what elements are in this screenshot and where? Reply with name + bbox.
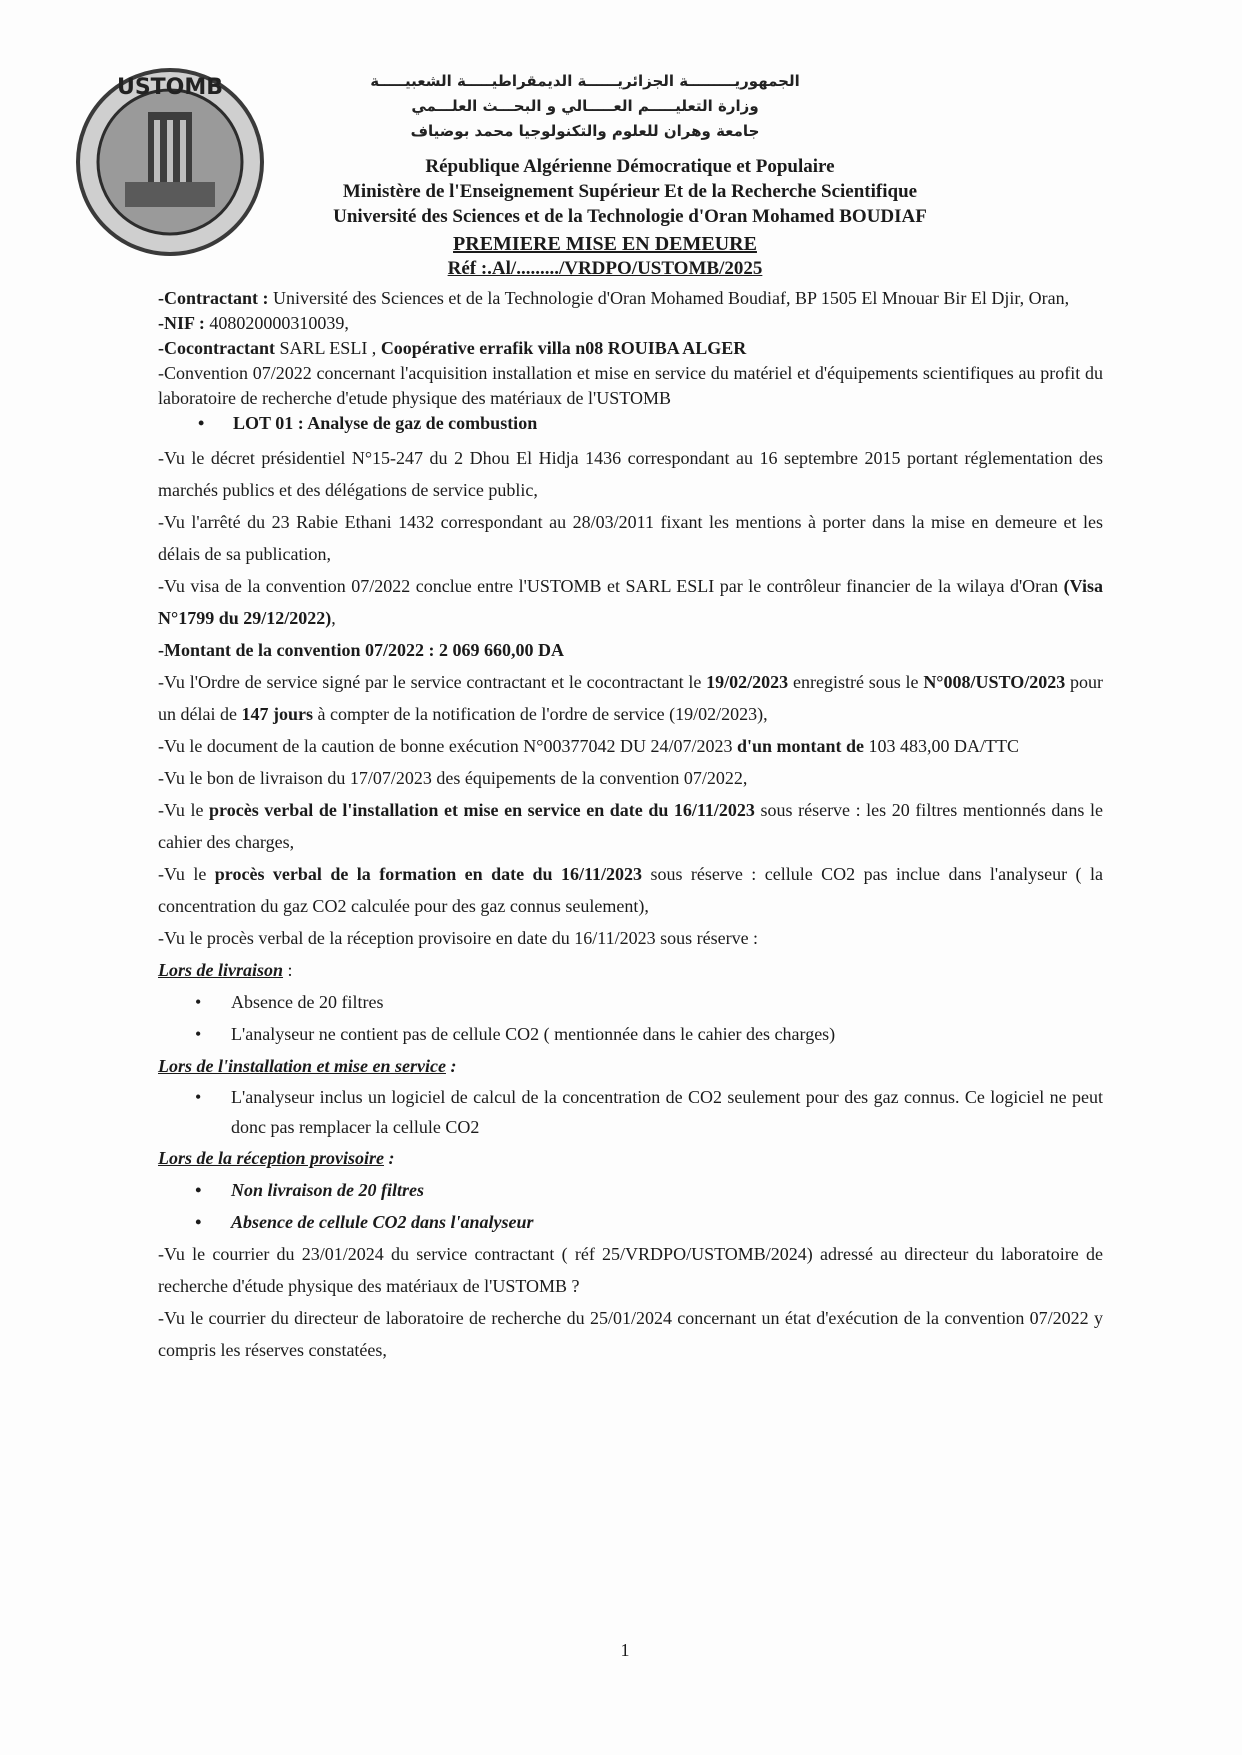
arrete-paragraph: -Vu l'arrêté du 23 Rabie Ethani 1432 correspondant au 28/03/2011 fixant les mentions à porter dans la mise en demeure et les délais de sa publication, [158, 512, 1103, 564]
header-ministry: Ministère de l'Enseignement Supérieur Et de la Recherche Scientifique [342, 181, 918, 202]
nif-text: 408020000310039, [204, 313, 349, 333]
section-installation-colon: : [445, 1056, 457, 1076]
cocontractant-label: -Cocontractant [158, 338, 275, 358]
ordre-text-g: à compter de la notification de l'ordre de service (19/02/2023), [312, 704, 768, 724]
header-republic: République Algérienne Démocratique et Populaire [425, 156, 835, 177]
logo-text: USTOMB [116, 75, 224, 100]
document-reference: Réf :.Al/........./VRDPO/USTOMB/2025 [447, 258, 763, 279]
section-installation [158, 1050, 1103, 1082]
ordre-date: 19/02/2023 [706, 672, 789, 692]
pv-install-text-c: sous réserve : les 20 filtres mentionnés dans le cahier des charges, [158, 800, 1103, 852]
bon-livraison-paragraph: -Vu le bon de livraison du 17/07/2023 des équipements de la convention 07/2022, [158, 768, 748, 788]
document-body [158, 286, 1103, 1366]
university-seal-logo [70, 62, 270, 262]
decret-paragraph: -Vu le décret présidentiel N°15-247 du 2 Dhou El Hidja 1436 correspondant au 16 septembre 2015 portant réglementation des marchés publics et des délégations de service public, [158, 448, 1103, 500]
list-item: • Absence de cellule CO2 dans l'analyseur [158, 1206, 1103, 1238]
ordre-delay: 147 jours [241, 704, 313, 724]
list-item: • Non livraison de 20 filtres [158, 1174, 1103, 1206]
convention-paragraph: -Convention 07/2022 concernant l'acquisition installation et mise en service du matériel et d'équipements scientifiques au profit du laboratoire de recherche d'etude physique des matériaux de l'USTOMB [158, 363, 1103, 408]
ordre-text-a: -Vu l'Ordre de service signé par le service contractant et le cocontractant le [158, 672, 707, 692]
section-livraison-title: Lors de livraison [158, 960, 284, 980]
reception-list [158, 1174, 1103, 1238]
pv-reception-paragraph: -Vu le procès verbal de la réception provisoire en date du 16/11/2023 sous réserve : [158, 928, 759, 948]
pv-form-text-a: -Vu le [158, 864, 215, 884]
caution-text-a: -Vu le document de la caution de bonne exécution N°00377042 DU 24/07/2023 [158, 736, 737, 756]
header-arabic-line3: جامعة وهران للعلوم والتكنولوجيا محمد بوضياف [410, 122, 760, 140]
contractant-label: -Contractant : [158, 288, 269, 308]
section-livraison-colon: : [283, 960, 293, 980]
list-item: • L'analyseur ne contient pas de cellule CO2 ( mentionnée dans le cahier des charges) [158, 1018, 1103, 1050]
cocontractant-paragraph [158, 336, 1103, 361]
section-reception [158, 1142, 1103, 1174]
contractant-paragraph [158, 286, 1103, 311]
montant-paragraph: -Montant de la convention 07/2022 : 2 069 660,00 DA [158, 640, 564, 660]
pv-form-text-b: procès verbal de la formation en date du 16/11/2023 [214, 864, 642, 884]
installation-list [158, 1082, 1103, 1142]
visa-text: -Vu visa de la convention 07/2022 conclue entre l'USTOMB et SARL ESLI par le contrôleur financier de la wilaya d'Oran [158, 576, 1064, 596]
visa-paragraph [158, 570, 1103, 634]
section-reception-title: Lors de la réception provisoire [158, 1148, 384, 1168]
visa-number: (Visa N°1799 du 29/12/2022) [158, 576, 1103, 628]
pv-install-text-a: -Vu le [158, 800, 210, 820]
livraison-list [158, 986, 1103, 1050]
section-livraison [158, 954, 1103, 986]
header-university: Université des Sciences et de la Technologie d'Oran Mohamed BOUDIAF [333, 206, 927, 227]
courrier2-paragraph: -Vu le courrier du directeur de laboratoire de recherche du 25/01/2024 concernant un état d'exécution de la convention 07/2022 y compris les réserves constatées, [158, 1308, 1103, 1360]
pv-installation-paragraph [158, 794, 1103, 858]
header-arabic-line2: وزارة التعليـــــم العـــــالي و البحـــث العلـــمي [411, 97, 759, 115]
nif-paragraph [158, 311, 1103, 336]
lot-heading: • LOT 01 : Analyse de gaz de combustion [158, 411, 1103, 436]
list-item: • L'analyseur inclus un logiciel de calcul de la concentration de CO2 seulement pour des gaz connus. Ce logiciel ne peut donc pas remplacer la cellule CO2 [158, 1082, 1103, 1142]
caution-text-b: d'un montant de [737, 736, 865, 756]
nif-label: -NIF : [158, 313, 205, 333]
visa-end: , [331, 608, 336, 628]
section-reception-colon: : [383, 1148, 395, 1168]
ordre-text-e: pour un délai de [158, 672, 1103, 724]
pv-form-text-c: sous réserve : cellule CO2 pas inclue dans l'analyseur ( la concentration du gaz CO2 calculée pour des gaz connus seulement), [158, 864, 1103, 916]
pv-formation-paragraph [158, 858, 1103, 922]
cocontractant-text: SARL ESLI , [274, 338, 381, 358]
header-arabic-line1: الجمهوريـــــــــة الجزائريــــــة الديمقراطيـــــة الشعبيـــــة [370, 72, 800, 90]
caution-amount: 103 483,00 DA/TTC [864, 736, 1020, 756]
pv-install-text-b: procès verbal de l'installation et mise en service en date du 16/11/2023 [209, 800, 755, 820]
list-item: • Absence de 20 filtres [158, 986, 1103, 1018]
document-title: PREMIERE MISE EN DEMEURE [453, 233, 757, 255]
caution-paragraph [158, 730, 1103, 762]
section-installation-title: Lors de l'installation et mise en service [158, 1056, 446, 1076]
ordre-text-c: enregistré sous le [788, 672, 924, 692]
page-number: 1 [620, 1640, 630, 1660]
cocontractant-address: Coopérative errafik villa n08 ROUIBA ALGER [380, 338, 747, 358]
ordre-service-paragraph [158, 666, 1103, 730]
ordre-number: N°008/USTO/2023 [923, 672, 1066, 692]
courrier1-paragraph: -Vu le courrier du 23/01/2024 du service contractant ( réf 25/VRDPO/USTOMB/2024) adressé au directeur du laboratoire de recherche d'étude physique des matériaux de l'USTOMB ? [158, 1244, 1103, 1296]
contractant-text: Université des Sciences et de la Technologie d'Oran Mohamed Boudiaf, BP 1505 El Mnouar Bir El Djir, Oran, [268, 288, 1070, 308]
